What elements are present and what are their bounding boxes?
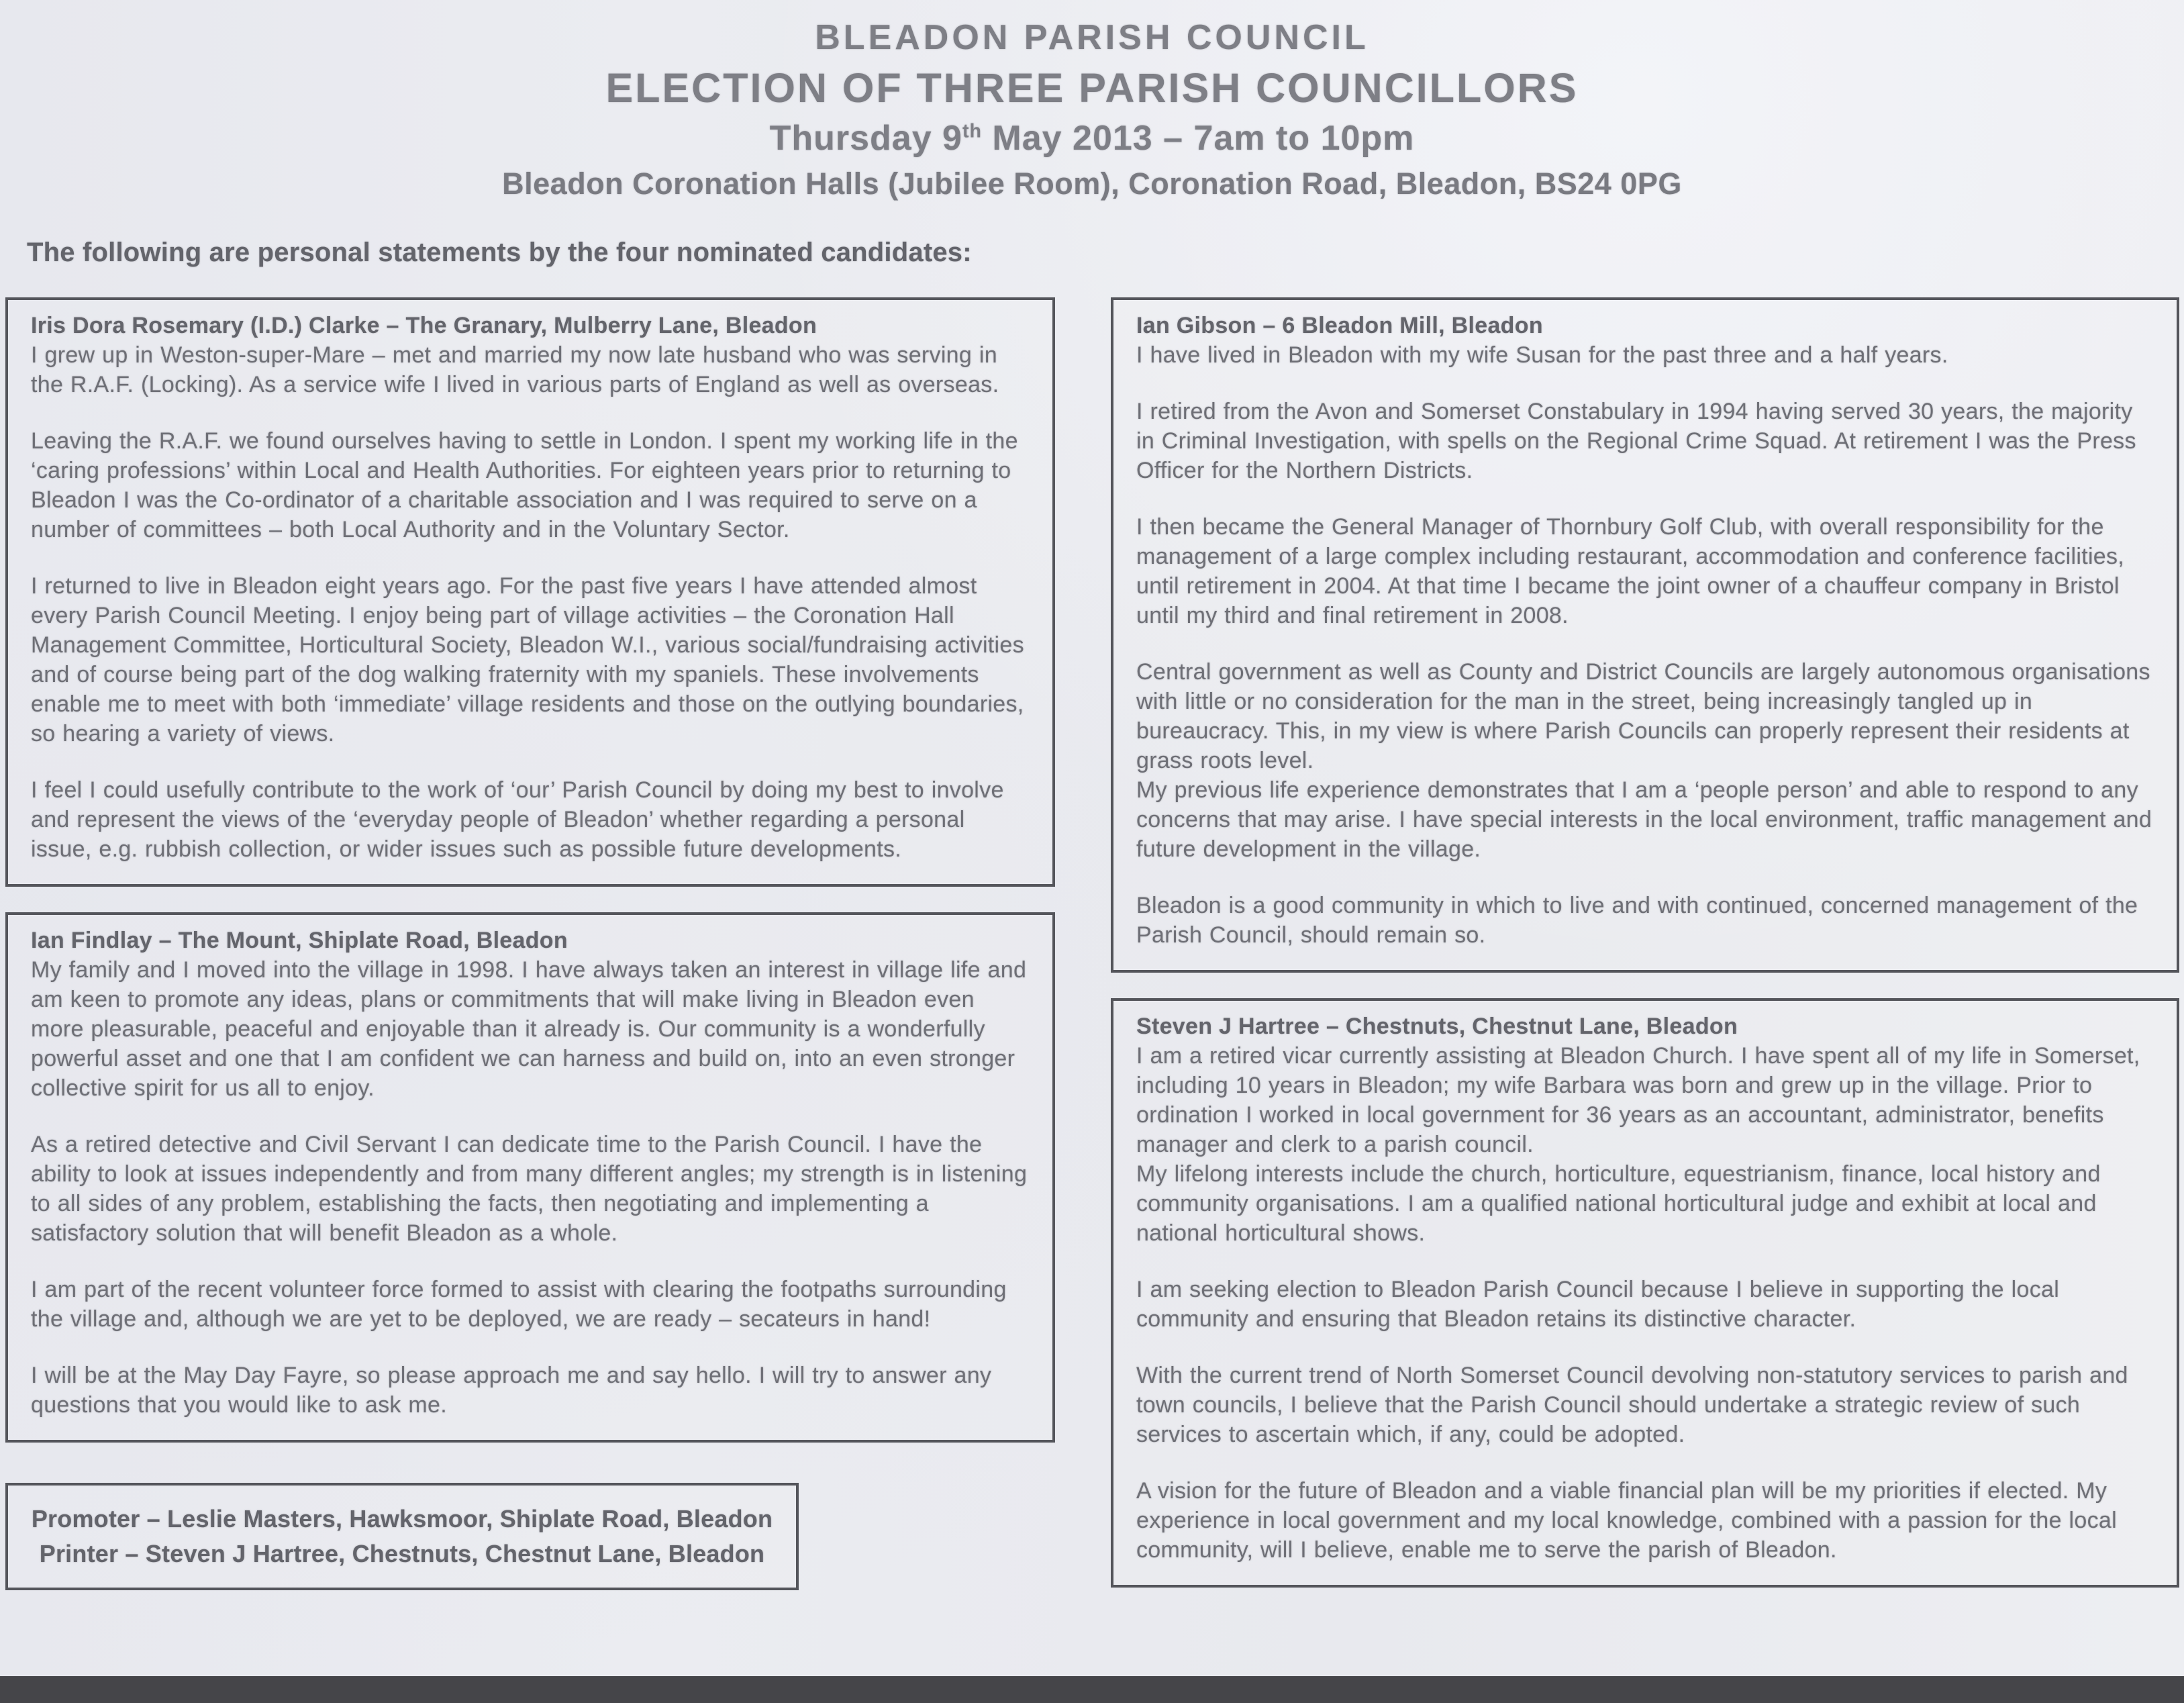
promoter-line: Promoter – Leslie Masters, Hawksmoor, Shiplate Road, Bleadon <box>31 1505 773 1532</box>
statement-paragraph: I retired from the Avon and Somerset Constabulary in 1994 having served 30 years, the majority in Criminal Investigation, with spells on the Regional Crime Squad. At retirement I was the Press Officer for the Northern Districts. <box>1136 399 2136 483</box>
statement-paragraph: Leaving the R.A.F. we found ourselves having to settle in London. I spent my working life in the ‘caring professions’ within Local and Health Authorities. For eighteen years prior to returning to Bleadon I was the Co-ordinator of a charitable association and I was required to serve on a number of committees – both Local Authority and in the Voluntary Sector. <box>31 428 1018 542</box>
candidate-name: Ian Gibson – 6 Bleadon Mill, Bleadon <box>1136 313 1543 338</box>
statement-paragraph: I feel I could usefully contribute to the work of ‘our’ Parish Council by doing my best to involve and represent the views of the ‘everyday people of Bleadon’ whether regarding a personal issue, e.g. rubbish collection, or wider issues such as possible future developments. <box>31 777 1004 862</box>
election-title: ELECTION OF THREE PARISH COUNCILLORS <box>605 65 1579 111</box>
date-prefix: Thursday 9 <box>769 119 962 158</box>
right-column <box>1111 297 2179 1613</box>
date-superscript: th <box>962 120 982 142</box>
statement-paragraph: I am seeking election to Bleadon Parish Council because I believe in supporting the local community and ensuring that Bleadon retains its distinctive character. <box>1136 1277 2060 1332</box>
election-date <box>0 118 2184 158</box>
candidate-name: Ian Findlay – The Mount, Shiplate Road, Bleadon <box>31 928 568 953</box>
candidate-name: Steven J Hartree – Chestnuts, Chestnut Lane, Bleadon <box>1136 1014 1738 1039</box>
candidate-box-findlay <box>5 912 1055 1443</box>
page-title: BLEADON PARISH COUNCIL <box>815 18 1369 57</box>
date-suffix: May 2013 – 7am to 10pm <box>981 119 1415 158</box>
statement-paragraph: Central government as well as County and District Councils are largely autonomous organisations with little or no consideration for the man in the street, being increasingly tangled up in bureaucracy. This, in my view is where Parish Councils can properly represent their residents at grass roots level. <box>1136 659 2150 773</box>
intro-text: The following are personal statements by the four nominated candidates: <box>27 238 972 267</box>
statement-paragraph: With the current trend of North Somerset Council devolving non-statutory services to parish and town councils, I believe that the Parish Council should undertake a strategic review of such services to ascertain which, if any, could be adopted. <box>1136 1363 2128 1447</box>
statement-paragraph: I am a retired vicar currently assisting at Bleadon Church. I have spent all of my life in Somerset, including 10 years in Bleadon; my wife Barbara was born and grew up in the village. Prior to ordination I worked in local government for 36 years as an accountant, administrator, benefits manager and clerk to a parish council. <box>1136 1043 2140 1157</box>
statement-paragraph: I then became the General Manager of Thornbury Golf Club, with overall responsibility for the management of a large complex including restaurant, accommodation and conference facilities, until retirement in 2004. At that time I became the joint owner of a chauffeur company in Bristol until my third and final retirement in 2008. <box>1136 514 2125 628</box>
scanner-edge <box>0 1676 2184 1703</box>
statement-paragraph: My lifelong interests include the church, horticulture, equestrianism, finance, local history and community organisations. I am a qualified national horticultural judge and exhibit at local and national horticultural shows. <box>1136 1161 2101 1246</box>
statement-paragraph: I returned to live in Bleadon eight years ago. For the past five years I have attended almost every Parish Council Meeting. I enjoy being part of village activities – the Coronation Hall Management Committee, Horticultural Society, Bleadon W.I., various social/fundraising activities and of course being part of the dog walking fraternity with my spaniels. These involvements enable me to meet with both ‘immediate’ village residents and those on the outlying boundaries, so hearing a variety of views. <box>31 573 1024 746</box>
printer-line: Printer – Steven J Hartree, Chestnuts, Chestnut Lane, Bleadon <box>39 1540 765 1567</box>
candidate-box-hartree <box>1111 998 2179 1588</box>
candidate-box-clarke <box>5 297 1055 887</box>
candidate-name: Iris Dora Rosemary (I.D.) Clarke – The Granary, Mulberry Lane, Bleadon <box>31 313 817 338</box>
left-column <box>5 297 1055 1590</box>
statement-paragraph: I will be at the May Day Fayre, so please approach me and say hello. I will try to answer any questions that you would like to ask me. <box>31 1363 992 1418</box>
candidate-box-gibson <box>1111 297 2179 973</box>
statement-paragraph: My family and I moved into the village in 1998. I have always taken an interest in village life and am keen to promote any ideas, plans or commitments that will make living in Bleadon even more pleasurable, peaceful and enjoyable than it already is. Our community is a wonderfully powerful asset and one that I am confident we can harness and build on, into an even stronger collective spirit for us all to enjoy. <box>31 957 1027 1101</box>
imprint-box <box>5 1483 799 1590</box>
statement-paragraph: Bleadon is a good community in which to live and with continued, concerned management of the Parish Council, should remain so. <box>1136 893 2138 948</box>
statement-paragraph: A vision for the future of Bleadon and a viable financial plan will be my priorities if elected. My experience in local government and my local knowledge, combined with a passion for the local community, will I believe, enable me to serve the parish of Bleadon. <box>1136 1478 2117 1563</box>
statement-paragraph: My previous life experience demonstrates that I am a ‘people person’ and able to respond to any concerns that may arise. I have special interests in the local environment, traffic management and future development in the village. <box>1136 777 2152 862</box>
statement-paragraph: I have lived in Bleadon with my wife Susan for the past three and a half years. <box>1136 342 1948 368</box>
election-venue: Bleadon Coronation Halls (Jubilee Room), Coronation Road, Bleadon, BS24 0PG <box>502 166 1682 201</box>
statement-paragraph: As a retired detective and Civil Servant I can dedicate time to the Parish Council. I have the ability to look at issues independently and from many different angles; my strength is in listening to all sides of any problem, establishing the facts, then negotiating and implementing a satisfactory solution that will benefit Bleadon as a whole. <box>31 1132 1028 1246</box>
statement-paragraph: I grew up in Weston-super-Mare – met and married my now late husband who was serving in the R.A.F. (Locking). As a service wife I lived in various parts of England as well as overseas. <box>31 342 999 397</box>
statement-paragraph: I am part of the recent volunteer force formed to assist with clearing the footpaths surrounding the village and, although we are yet to be deployed, we are ready – secateurs in hand! <box>31 1277 1007 1332</box>
